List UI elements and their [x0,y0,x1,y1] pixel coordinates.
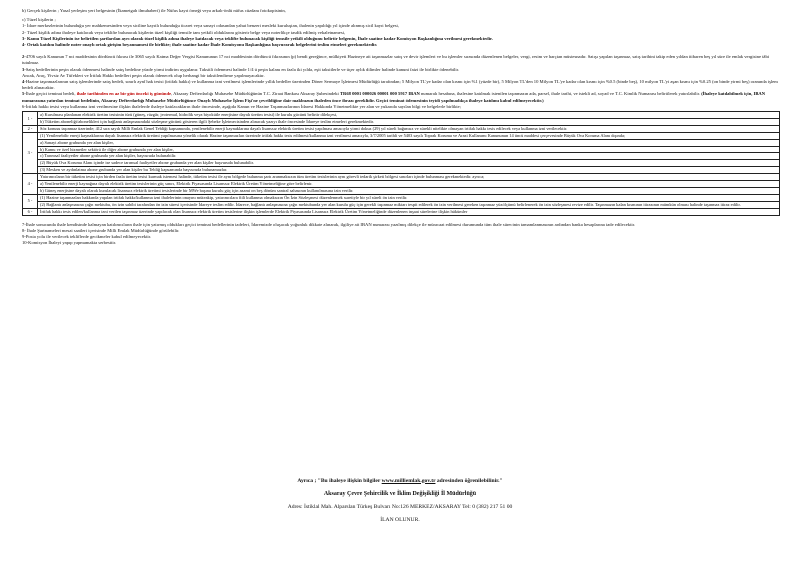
clause-5 [22,91,780,103]
clause-8: 8- İhale Şartnameleri mesai saatleri içerisinde Milli Emlak Müdürlüğünde görülebilir. [22,227,180,233]
info-line [0,478,800,485]
row-text: İrtifak hakkı tesis edilen/kullanma izni verilen taşınmaz üzerinde yapılacak olan lisanssız elektrik üretim tesislerine ilişkin işlemlerde Elektrik Piyasasında Lisanssız Elektrik Üretim Yönetmeliğinde düzenlenen inşaat sürelerine ilişkin hükümler [38,208,780,215]
clause-text: İhale geçici teminat bedeli, [25,91,77,97]
clause-text: , Aksaray Defterdarlığı Muhasebe Müdürlüğünün T.C. Ziraat Bankası Aksaray Şubesindeki [171,91,340,97]
row-number: 2 - [23,125,38,132]
legal-entities-heading: c) Tüzel kişilerin ; [22,17,56,23]
table-row [23,146,780,153]
row-text: (3) Mesken ve aydınlatma abone grubunda yer alan kişiler bu Tebliğ kapsamında başvuruda bulunamazlar. [38,167,780,174]
iban-number: TR68 0001 000026 00001 000 5917 IBAN [339,91,420,97]
row-text: a) Yenilenebilir enerji kaynağına dayalı elektrik üretim tesislerinin güç sınırı, Elektrik Piyasasında Lisanssız Elektrik Üretim Yönetmeliğine göre belirlenir. [38,181,780,188]
clause-7: 7-İhale sonucunda ihale kendisinde kalmayan katılımcıların ihale için yatırmış oldukları geçici teminat bedellerinin iadeleri, İdaremizde oluşacak yoğunluk dikkate alınarak, ilgiliye ait IBAN numarası yazılmış dilekçe ile müracaat edilmesi durumunda tüm ihale sürecinin tamamlanmasının ardından banka hesaplarına iade edilecektir. [22,221,636,227]
row-text: b) Kamu ve özel hizmetler sektörü ile diğer abone grubunda yer alan kişiler, [38,146,780,153]
closing-notice: İLAN OLUNUR. [380,516,420,523]
clause-number: 2- [22,54,26,60]
row-number: 6 - [23,208,38,215]
row-text: Söz konusu taşınmaz üzerinde; 412 sıra sayılı Milli Emlak Genel Tebliği kapsamında, yenilenebilir enerji kaynaklarına dayalı lisanssız elektrik üretim tesisi yapılması amacıyla yirmi dokuz (29) yıl süreli bağımsız ve sürekli nitelikte olmayan irtifak hakkı tesis edilecek veya kullanma izni verilecektir. [38,125,780,132]
announcement-footer [0,472,800,530]
legal-entity-item: 4- Ortak katılım halinde noter onaylı ortak girişim beyannamesi ile birlikte; ihale saatine kadar İhale Komisyonu Başkanlığına başvurarak belgelerini teslim etmeleri gerekmektedir. [22,42,378,48]
organization-name: Aksaray Çevre Şehircilik ve İklim Değişikliği İl Müdürlüğü [323,490,477,497]
clause-text: numaralı hesabına, ihalesine katılmak istenilen taşınmazın ada, parsel, ihale tarihi, ve istekli ad, soyad ve T.C. Kimlik Numarası belirtilerek yatırılabilir. [419,91,702,97]
clause-text: Satış bedellerinin peşin olarak ödenmesi halinde satış bedeline yüzde yirmi indirim uygulanır. Taksitli ödenmesi halinde 1/4 ü peşin kalanı en fazla iki yılda, eşit taksitlerle ve üçer aylık dilimler halinde kanuni faizi ile birlikte ödenebilir. [25,66,460,72]
eligibility-table [22,111,780,216]
info-prefix: Ayrıca ; "Bu ihaleye ilişkin bilgiler [297,477,382,484]
clause-6: 6-İrtifak hakkı tesisi veya kullanma izni verilmesine ilişkin ihalelerde ihaleye katılacakların ihale öncesinde, aşağıda Kanun ve Hazine Taşınmazlarının İdaresi Hakkında Yönetmelikte yer alan ve yukarıda sayılan bilgi ve belgelerle birlikte; [22,103,461,109]
clause-number: 3- [22,66,26,72]
row-text: b) Güneş enerjisine dayalı olarak kurulacak lisanssız elektrik üretimi tesislerinde bir MWe başına kurulu güç için azami on beş dönüm santral sahasının kullanılmasına izin verilir. [38,188,780,195]
legal-entity-item: 3- Kamu Tüzel Kişilerinin ise belirtilen şartlardan ayrı olarak tüzel kişilik adına ihaleye katılacak veya teklifte bulunacak kişiliği temsile yetkili olduğunu belirtir belgenin, İhale saatine kadar Komisyon Başkanlığına verilmesi gerekmektedir. [22,35,493,41]
clause-4 [22,79,780,91]
info-suffix: adresinden öğrenilebilinir." [435,477,503,484]
deadline-highlight: ihale tarihinden en az bir gün önceki iş gününde [76,91,172,97]
legal-entity-item: 1- İdare merkezlerinin bulunduğu yer mahkemesinden veya siciline kayıtlı bulunduğu ticaret veya sanayi odasından yahut benzeri mesleki kuruluştan, ihalenin yapıldığı yıl içinde alınmış sicil kayıt belgesi, [22,23,399,29]
clause-2 [22,54,780,66]
clause-3-extra: Ancak, Araç, Yivsiz Av Tüfekleri ve İrtifak Hakkı bedelleri peşin olarak ödenecek olup herhangi bir taksitlendirme yapılmayacaktır. [22,72,265,78]
table-row [23,139,780,146]
iban-warning: (İhaleye katılabilmek için, IBAN numarasına yatırılan teminat bedelinin, Aksaray Defterdarlığı Muhasebe Müdürlüğünce Onaylı Muhasebe İşlem Fişi'ne çevrildiğine dair makbuzun ihaleden önce ibrazı gereklidir. Geçici teminat ödemesinin teyidi yapılmadıkça ihaleye katılımı kabul edilmeyecektir.) [22,91,766,103]
clause-number: 4- [22,79,26,85]
tender-document [22,8,780,246]
row-number: 1 - [23,112,38,126]
table-row [23,153,780,160]
clause-text: 4706 sayılı Kanunun 7 nci maddesinin dördüncü fıkrası ile 3065 sayılı Katma Değer Vergisi Kanununun 17 nci maddesinin dördüncü fıkrasının (p) bendi gereğince, mülkiyeti Hazineye ait taşınmazlar satış ve devir işlemleri ve bu işlemler sırasında düzenlenen belgeler, vergi, resim ve harçtan müstesnadır. Satışı yapılan taşınmaz, satış tarihini takip eden yıldan itibaren beş yıl süre ile emlak vergisine tâbi tutulmaz. [22,54,770,66]
website-link[interactable]: www.milliemlak.gov.tr [381,477,436,484]
row-text: c) Tarımsal faaliyetler abone grubunda yer alan kişiler, başvuruda bulunabilir. [38,153,780,160]
row-text: (2) Bağlantı anlaşmasına çağrı mektubu, ön izin sahibi tarafından ön izin süresi içerisinde İdareye teslim edilir. İdarece, bağlantı anlaşmasına çağrı mektubunda yer alan kurulu güç için gerekli taşınmaz miktarı tespit edilerek ön izin verilmesi gereken taşınmaz yüzölçümü belirlenerek ön izin sözleşmesi revize edilir. Taşınmazın kalan kısmının itirazının mümkün olması halinde taşınmaz itiraz edilir. [38,201,780,208]
table-row [23,188,780,195]
table-row [23,174,780,181]
clause-9: 9-Posta yolu ile verilecek tekliflerde gecikmeler kabul edilmeyecektir. [22,234,152,240]
table-row [23,201,780,208]
table-row [23,167,780,174]
table-row [23,208,780,215]
table-row [23,112,780,119]
row-text: a) Kurulması planlanan elektrik üretim tesisinin türü (güneş, rüzgâr, jeotermal, hidrolik veya biyokütle enerjisine dayalı üretim tesisi) ile kurulu gücünü belirtir dilekçesi, [38,112,780,119]
row-text: b) Tüketim aboneliği/abonelikleri için bağlantı anlaşmasındaki sözleşme gücünü gösteren ilgili Şebeke İşletmecisinden alınacak yazıyı ihale öncesinde İdareye teslim etmeleri gerekmektedir. [38,118,780,125]
clause-text: Hazine taşınmazlarının satış işlemlerinde satış bedeli, sınırlı aynî hak tesisi (irtifak hakkı) ve kullanma izni verilmesi işlemlerinde yıllık bedeller üzerinden Döner Sermaye İşletmesi Müdürlüğü tarafından; 5 Milyon TL'ye kadar olan kısmı için %1 (yüzde bir), 5 Milyon TL'den 10 Milyon TL'ye kadar olan kısmı için %0.5 (binde beş), 10 milyon TL'yi aşan kısmı için %0.25 (on binde yirmi beş) oranında işlem bedeli alınacaktır. [22,79,778,91]
address-line: Adres: İstiklal Mah. Alparslan Türkeş Bulvarı No:126 MERKEZ/AKSARAY Tel: 0 (382) 217 51 00 [287,504,513,510]
table-row [23,132,780,139]
row-text: (1) Yenilenebilir enerji kaynaklarına dayalı lisanssız elektrik üretimi yapılmasına yönelik olarak Hazine taşınmazları üzerinde irtifak hakkı tesis edilmesi/kullanma izni verilmesi amacıyla, 3/7/2005 tarihli ve 5403 sayılı Toprak Koruma ve Arazi Kullanımı Kanununun 14 üncü maddesi çerçevesinde Büyük Ova Koruma Alanı dışında; [38,132,780,139]
row-text: a) Sanayi abone grubunda yer alan kişiler, [38,139,780,146]
row-text: (1) Hazine taşınmazları hakkında yapılan irtifak hakkı/kullanma izni ihalelerinin onayını müteakip, yatırımcılara fiili kullanma olmaksızın Ön İzin Sözleşmesi düzenlenmek suretiyle bir yıl süreli ön izin verilir. [38,194,780,201]
table-row [23,160,780,167]
table-row [23,118,780,125]
individual-documents-line: b) Gerçek kişilerin ; Yasal yerleşim yeri belgesinin (İkametgah ilmuhaberi) ile Nüfus kayıt örneği veya arkalı-önlü nüfus cüzdanı fotokopisinin, [22,8,286,13]
table-row [23,194,780,201]
legal-entity-item: 2- Tüzel kişilik adına ihaleye katılacak veya teklifte bulunacak kişilerin tüzel kişiliği temsile tam yetkili olduklarını gösterir belge veya noterlikçe tasdik edilmiş vekaletnamesi, [22,29,346,35]
table-row [23,181,780,188]
clause-10: 10-Komisyon İhaleyi yapıp yapmamakta serbesttir. [22,240,117,246]
row-text: Yatırımcıların bir tüketim tesisi için birden fazla üretim tesisi kurmak istemesi halinde, tüketim tesisi ile aynı bölgede bulunma şartı aranmaksızın tüm üretim tesislerinin aynı görevli tedarik şirketi bölgesi sınırları içinde bulunması gerekmektedir. ayrıca; [38,174,780,181]
row-number: 4 - [23,174,38,195]
row-text: (2) Büyük Ova Koruma Alanı içinde ise sadece tarımsal faaliyetler abone grubunda yer alan kişiler başvuruda bulunabilir. [38,160,780,167]
clause-number: 5- [22,91,26,97]
table-row [23,125,780,132]
row-number: 5 - [23,194,38,208]
row-number: 3 - [23,132,38,173]
